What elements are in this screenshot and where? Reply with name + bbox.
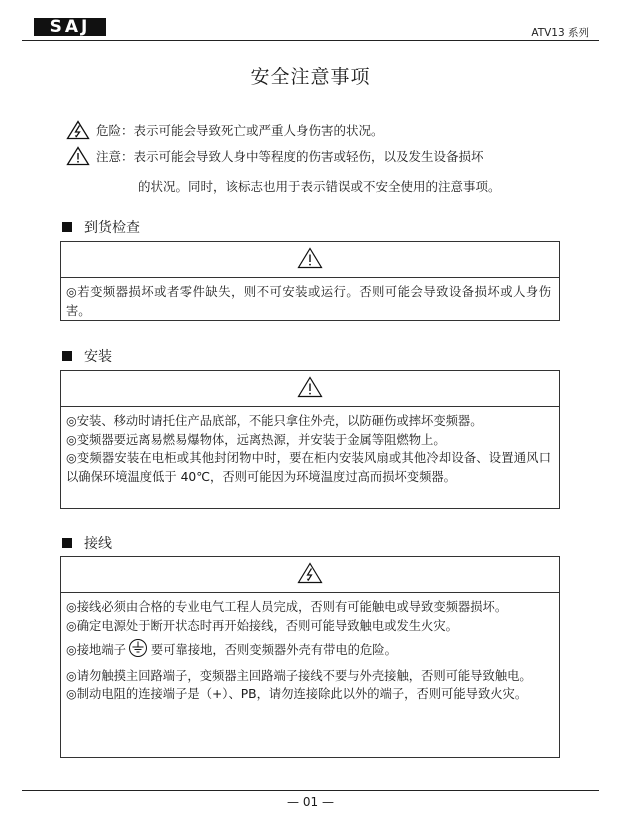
exclamation-warning-icon (66, 146, 90, 169)
section-heading-arrival: 到货检查 (62, 217, 140, 237)
legend-caution (66, 146, 484, 169)
exclamation-warning-icon (297, 376, 323, 402)
bullet-square-icon (62, 538, 72, 548)
page-number: — 01 — (287, 795, 334, 809)
warning-item-ground: ◎接地端子 要可靠接地，否则变频器外壳有带电的危险。 (66, 638, 551, 664)
warning-item: ◎接线必须由合格的专业电气工程人员完成，否则有可能触电或导致变频器损坏。 (66, 600, 508, 614)
bullet-square-icon (62, 351, 72, 361)
legend-caution-text: 注意：表示可能会导致人身中等程度的伤害或轻伤，以及发生设备损坏 (96, 149, 484, 164)
warning-item: ◎若变频器损坏或者零件缺失，则不可安装或运行。否则可能会导致设备损坏或人身伤害。 (66, 285, 551, 318)
footer-divider (22, 790, 599, 791)
warning-item: ◎变频器安装在电柜或其他封闭物中时，要在柜内安装风扇或其他冷却设备、设置通风口以确保环境温度低于 40℃，否则可能因为环境温度过高而损坏变频器。 (66, 451, 551, 484)
bullet-square-icon (62, 222, 72, 232)
page-title: 安全注意事项 (250, 66, 371, 88)
lightning-warning-icon (297, 562, 323, 588)
warning-item: ◎制动电阻的连接端子是（+）、PB，请勿连接除此以外的端子，否则可能导致火灾。 (66, 687, 528, 701)
header-divider (22, 40, 599, 41)
box-header (61, 242, 559, 278)
warning-item: ◎请勿触摸主回路端子，变频器主回路端子接线不要与外壳接触，否则可能导致触电。 (66, 668, 532, 683)
legend-caution-continued: 的状况。同时，该标志也用于表示错误或不安全使用的注意事项。 (138, 179, 501, 194)
arrival-warning-box (60, 241, 560, 321)
warning-item: ◎安装、移动时请托住产品底部，不能只拿住外壳，以防砸伤或摔坏变频器。 (66, 414, 483, 428)
legend-danger-text: 危险：表示可能会导致死亡或严重人身伤害的状况。 (96, 123, 384, 138)
warning-item: ◎确定电源处于断开状态时再开始接线，否则可能导致触电或发生火灾。 (66, 618, 458, 633)
brand-logo: SAJ (34, 18, 106, 36)
ground-symbol-icon (128, 638, 148, 664)
warning-item: ◎变频器要远离易燃易爆物体，远离热源，并安装于金属等阻燃物上。 (66, 432, 446, 447)
exclamation-warning-icon (297, 247, 323, 273)
section-heading-wiring: 接线 (62, 533, 112, 553)
lightning-warning-icon (66, 120, 90, 143)
wiring-warning-box (60, 556, 560, 758)
install-warning-box (60, 370, 560, 509)
model-series-label: ATV13 系列 (531, 27, 589, 39)
legend-danger (66, 120, 384, 143)
box-header (61, 557, 559, 593)
section-heading-install: 安装 (62, 346, 112, 366)
box-header (61, 371, 559, 407)
